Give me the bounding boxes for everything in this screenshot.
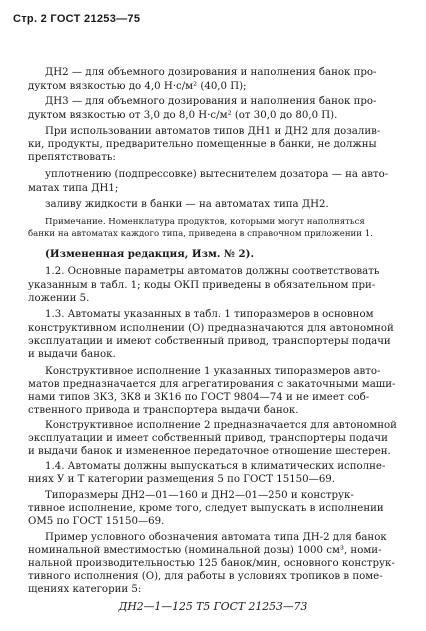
amendment-note: (Измененная редакция, Изм. № 2). — [45, 248, 255, 260]
text-line: ложении 5. — [28, 293, 90, 304]
text-line: Пример условного обозначения автомата типа ДН-2 для банок — [45, 532, 387, 543]
designation-example: ДН2—1—125 Т5 ГОСТ 21253—73 — [118, 600, 308, 613]
text-line: эксплуатации и имеет собственный привод, транспортеры подачи — [28, 433, 388, 444]
text-line: тивного исполнения (О), для работы в условиях тропиков в поме- — [28, 571, 383, 582]
text-line: Типоразмеры ДН2—01—160 и ДН2—01—250 и конструк- — [45, 490, 354, 501]
text-line: щениях категории 5: — [28, 584, 142, 595]
text-line: ниях У и Т категории размещения 5 по ГОСТ 15150—69. — [28, 474, 336, 485]
text-line: ки, продукты, предварительно помещенные в банки, не должны — [28, 139, 377, 150]
text-line: номинальной вместимостью (номинальной дозы) 1000 см³, номи- — [28, 545, 382, 556]
page-header: Стр. 2 ГОСТ 21253—75 — [13, 13, 141, 25]
text-line: нальной производительностью 125 банок/мин, основного конструк- — [28, 558, 395, 569]
text-line: 1.3. Автоматы указанных в табл. 1 типоразмеров в основном — [45, 309, 374, 320]
text-line: и выдачи банок. — [28, 349, 116, 360]
text-line: нами типов ЗКЗ, ЗК8 и ЗК16 по ГОСТ 9804—74 и не имеет соб- — [28, 392, 370, 403]
text-line: При использовании автоматов типов ДН1 и ДН2 для дозалив- — [45, 126, 381, 137]
text-line: Конструктивное исполнение 1 указанных типоразмеров авто- — [45, 366, 381, 377]
text-line: препятствовать: — [28, 152, 116, 163]
text-line: ДН3 — для объемного дозирования и наполнения банок про- — [45, 96, 377, 107]
text-line: эксплуатации и имеют собственный привод, транспортеры подачи — [28, 336, 391, 347]
text-line: дуктом вязкостью до 4,0 Н·с/м² (40,0 П); — [28, 81, 247, 92]
text-line: ОМ5 по ГОСТ 15150—69. — [28, 516, 165, 527]
text-line: матах типа ДН1; — [28, 183, 119, 194]
text-line: конструктивном исполнении (О) предназначаются для автономной — [28, 323, 394, 334]
text-line: ственного привода и транспортера выдачи банок. — [28, 405, 299, 416]
note-line: банки на автоматах каждого типа, приведена в справочном приложении 1. — [28, 229, 373, 239]
text-line: матов предназначается для агрегатирования с закаточными маши- — [28, 379, 396, 390]
text-line: указанным в табл. 1; коды ОКП приведены в обязательном при- — [28, 280, 376, 291]
text-line: и выдачи банок и измененное передаточное отношение шестерен. — [28, 446, 391, 457]
text-line: 1.4. Автоматы должны выпускаться в климатических исполне- — [45, 461, 386, 472]
text-line: уплотнению (подпрессовке) вытеснителем дозатора — на авто- — [45, 169, 389, 180]
text-line: заливу жидкости в банки — на автоматах типа ДН2. — [45, 199, 329, 210]
text-line: 1.2. Основные параметры автоматов должны соответствовать — [45, 266, 380, 277]
text-line: ДН2 — для объемного дозирования и наполнения банок про- — [45, 67, 377, 78]
text-line: тивное исполнение, кроме того, следует выпускать в исполнении — [28, 503, 384, 514]
text-line: Конструктивное исполнение 2 предназначается для автономной — [45, 420, 397, 431]
note-line: Примечание. Номенклатура продуктов, которыми могут наполняться — [45, 217, 365, 227]
text-line: дуктом вязкостью от 3,0 до 8,0 Н·с/м² (от 30,0 до 80,0 П). — [28, 110, 338, 121]
